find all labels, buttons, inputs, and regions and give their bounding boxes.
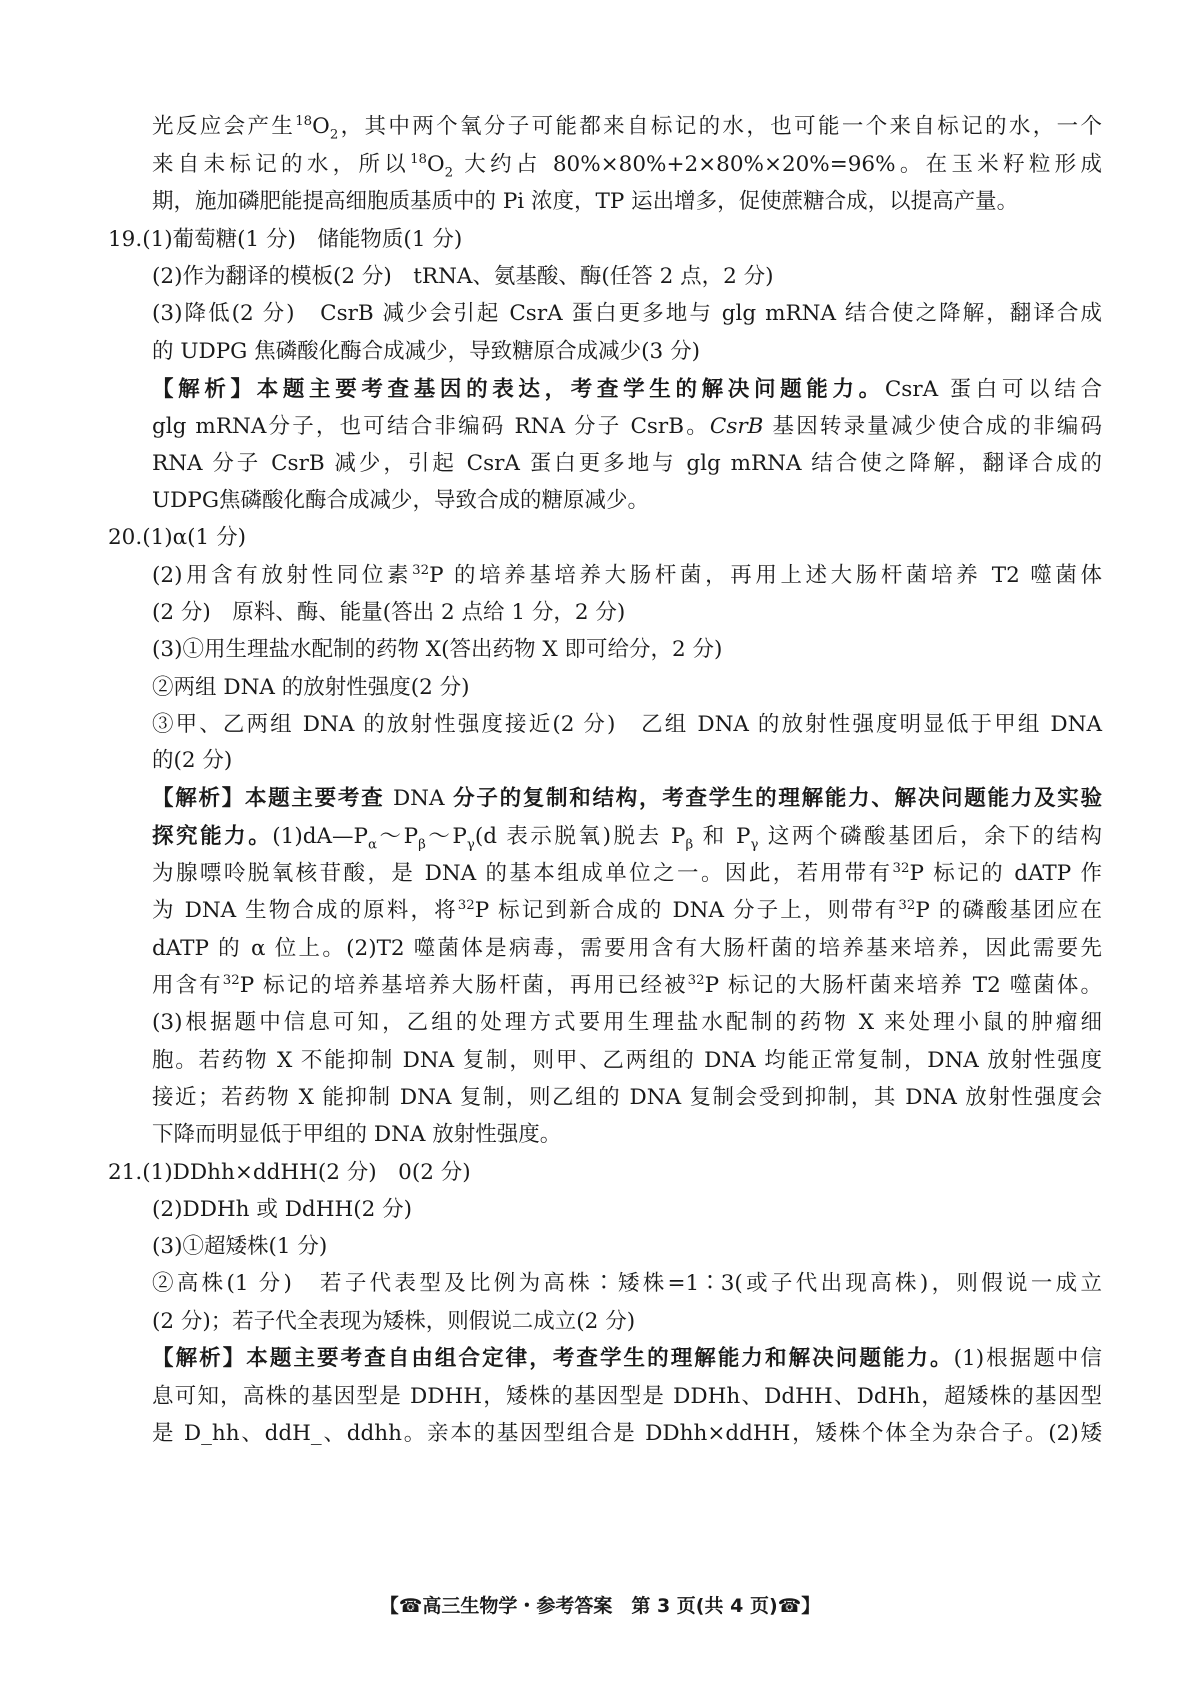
text-segment: 和 P [693,824,751,849]
text-segment: β [685,837,694,853]
text-segment: glg mRNA分子，也可结合非编码 RNA 分子 CsrB。 [152,414,710,439]
text-line-l04 [108,225,1058,255]
text-segment: (2 分)；若子代全表现为矮株，则假说二成立(2 分) [152,1309,636,1334]
text-segment: 探究能力。 [152,824,273,849]
text-line-l30 [152,1195,1102,1225]
text-segment: 大约占 80%×80%+2×80%×20%=96%。在玉米籽粒形成 [453,152,1102,177]
text-line-l03 [152,187,1102,217]
text-line-l34 [152,1344,1102,1374]
text-line-l16 [152,673,1102,703]
text-segment: ③甲、乙两组 DNA 的放射性强度接近(2 分) 乙组 DNA 的放射性强度明显低于甲组 DNA [152,712,1102,737]
text-line-l01 [152,112,1102,142]
text-line-l19 [152,784,1102,814]
text-segment: ②高株(1 分) 若子代表型及比例为高株∶矮株=1∶3(或子代出现高株)，则假说一成立 [152,1271,1102,1296]
text-segment: (1)dA—P [272,824,368,849]
text-line-l08 [152,375,1102,405]
text-line-l13 [152,561,1102,591]
text-segment: (2 分) 原料、酶、能量(答出 2 点给 1 分，2 分) [152,600,626,625]
text-line-l12 [108,523,1058,553]
text-line-l22 [152,896,1102,926]
text-segment: 接近；若药物 X 能抑制 DNA 复制，则乙组的 DNA 复制会受到抑制，其 DNA 放射性强度会 [152,1085,1102,1110]
text-segment: 下降而明显低于甲组的 DNA 放射性强度。 [152,1122,562,1147]
text-line-l26 [152,1046,1102,1076]
text-line-l24 [152,971,1102,1001]
text-segment: (3)①用生理盐水配制的药物 X(答出药物 X 即可给分，2 分) [152,637,723,662]
text-line-l10 [152,449,1102,479]
text-line-l28 [152,1120,1102,1150]
text-segment: (3)根据题中信息可知，乙组的处理方式要用生理盐水配制的药物 X 来处理小鼠的肿瘤细 [152,1010,1102,1035]
text-segment: 32 [412,562,430,578]
text-segment: 期，施加磷肥能提高细胞质基质中的 Pi 浓度，TP 运出增多，促使蔗糖合成，以提高产量。 [152,189,1019,214]
text-segment: (d 表示脱氧)脱去 P [474,824,686,849]
text-line-l14 [152,598,1102,628]
text-line-l06 [152,299,1102,329]
text-segment: 32 [898,897,916,913]
text-segment: O [312,114,330,139]
text-segment: ，其中两个氧分子可能都来自标记的水，也可能一个来自标记的水，一个 [338,114,1102,139]
text-segment: O [427,152,445,177]
text-segment: P 标记到新合成的 DNA 分子上，则带有 [474,898,899,923]
text-segment: (3)①超矮株(1 分) [152,1234,328,1259]
text-line-l35 [152,1382,1102,1412]
text-segment: α [367,837,377,853]
text-segment: 为腺嘌呤脱氧核苷酸，是 DNA 的基本组成单位之一。因此，若用带有 [152,861,893,886]
text-segment: 32 [222,972,240,988]
text-line-l25 [152,1008,1102,1038]
text-segment: 32 [457,897,475,913]
text-line-l11 [152,486,1102,516]
text-segment: P 标记的培养基培养大肠杆菌，再用已经被 [239,973,688,998]
text-segment: γ [750,837,759,853]
text-segment: 是 D_hh、ddH_、ddhh。亲本的基因型组合是 DDhh×ddHH，矮株个体全为杂合子。(2)矮 [152,1421,1102,1446]
text-segment: (1)根据题中信 [953,1346,1102,1371]
text-segment: 来自未标记的水，所以 [152,152,411,177]
text-segment: P 标记的 dATP 作 [909,861,1103,886]
text-line-l36 [152,1419,1102,1449]
text-segment: ～P [425,824,467,849]
text-line-l07 [152,337,1102,367]
text-segment: 息可知，高株的基因型是 DDHH，矮株的基因型是 DDHh、DdHH、DdHh，超矮株的基因型 [152,1384,1102,1409]
text-segment: 【解析】本题主要考查基因的表达，考查学生的解决问题能力。 [152,377,885,402]
text-line-l15 [152,635,1102,665]
text-segment: 32 [892,860,910,876]
text-segment: (2)作为翻译的模板(2 分) tRNA、氨基酸、酶(任答 2 点，2 分) [152,264,774,289]
text-segment: 21.(1)DDhh×ddHH(2 分) 0(2 分) [108,1160,471,1185]
text-segment: β [418,837,426,853]
text-segment: 基因转录量减少使合成的非编码 [763,414,1102,439]
text-line-l27 [152,1083,1102,1113]
text-line-l21 [152,859,1102,889]
text-segment: 这两个磷酸基团后，余下的结构 [758,824,1103,849]
text-segment: (3)降低(2 分) CsrB 减少会引起 CsrA 蛋白更多地与 glg mRNA 结合使之降解，翻译合成 [152,301,1102,326]
text-segment: 19.(1)葡萄糖(1 分) 储能物质(1 分) [108,227,463,252]
text-segment: DNA [384,786,454,811]
text-segment: (2)DDHh 或 DdHH(2 分) [152,1197,412,1222]
text-line-l09 [152,412,1102,442]
text-segment: UDPG焦磷酸化酶合成减少，导致合成的糖原减少。 [152,488,650,513]
text-segment: 20.(1)α(1 分) [108,525,246,550]
text-segment: 为 DNA 生物合成的原料，将 [152,898,458,923]
text-line-l29 [108,1158,1058,1188]
text-line-l23 [152,934,1102,964]
text-segment: 32 [687,972,705,988]
text-segment: ②两组 DNA 的放射性强度(2 分) [152,675,470,700]
text-segment: 【解析】本题主要考查 [152,786,385,811]
text-line-l17 [152,710,1102,740]
text-segment: 的 UDPG 焦磷酸化酶合成减少，导致糖原合成减少(3 分) [152,339,700,364]
text-segment: P 标记的大肠杆菌来培养 T2 噬菌体。 [704,973,1102,998]
text-segment: 胞。若药物 X 不能抑制 DNA 复制，则甲、乙两组的 DNA 均能正常复制，DNA 放射性强度 [152,1048,1102,1073]
text-line-l18 [152,746,1102,776]
text-segment: P 的培养基培养大肠杆菌，再用上述大肠杆菌培养 T2 噬菌体 [429,563,1102,588]
text-line-l05 [152,262,1102,292]
text-segment: CsrB [709,414,764,439]
text-line-l33 [152,1307,1102,1337]
text-line-l20 [152,822,1102,852]
text-segment: 的(2 分) [152,748,233,773]
text-segment: ～P [377,824,419,849]
text-segment: RNA 分子 CsrB 减少，引起 CsrA 蛋白更多地与 glg mRNA 结合使之降解，翻译合成的 [152,451,1102,476]
text-segment: 光反应会产生 [152,114,296,139]
text-segment: 18 [295,113,313,129]
text-segment: 【解析】本题主要考查自由组合定律，考查学生的理解能力和解决问题能力。 [152,1346,954,1371]
text-segment: 2 [444,165,454,181]
text-line-l32 [152,1269,1102,1299]
text-segment: 分子的复制和结构，考查学生的理解能力、解决问题能力及实验 [453,786,1102,811]
text-segment: 18 [410,151,428,167]
text-segment: P 的磷酸基团应在 [915,898,1102,923]
page-footer: 【☎高三生物学・参考答案 第 3 页(共 4 页)☎】 [379,1595,821,1617]
text-segment: CsrA 蛋白可以结合 [884,377,1103,402]
text-segment: γ [466,837,475,853]
text-segment: 2 [329,127,339,143]
text-segment: 用含有 [152,973,223,998]
text-line-l02 [152,150,1102,180]
text-segment: (2)用含有放射性同位素 [152,563,413,588]
text-segment: dATP 的 α 位上。(2)T2 噬菌体是病毒，需要用含有大肠杆菌的培养基来培养，因此需要先 [152,936,1102,961]
text-line-l31 [152,1232,1102,1262]
